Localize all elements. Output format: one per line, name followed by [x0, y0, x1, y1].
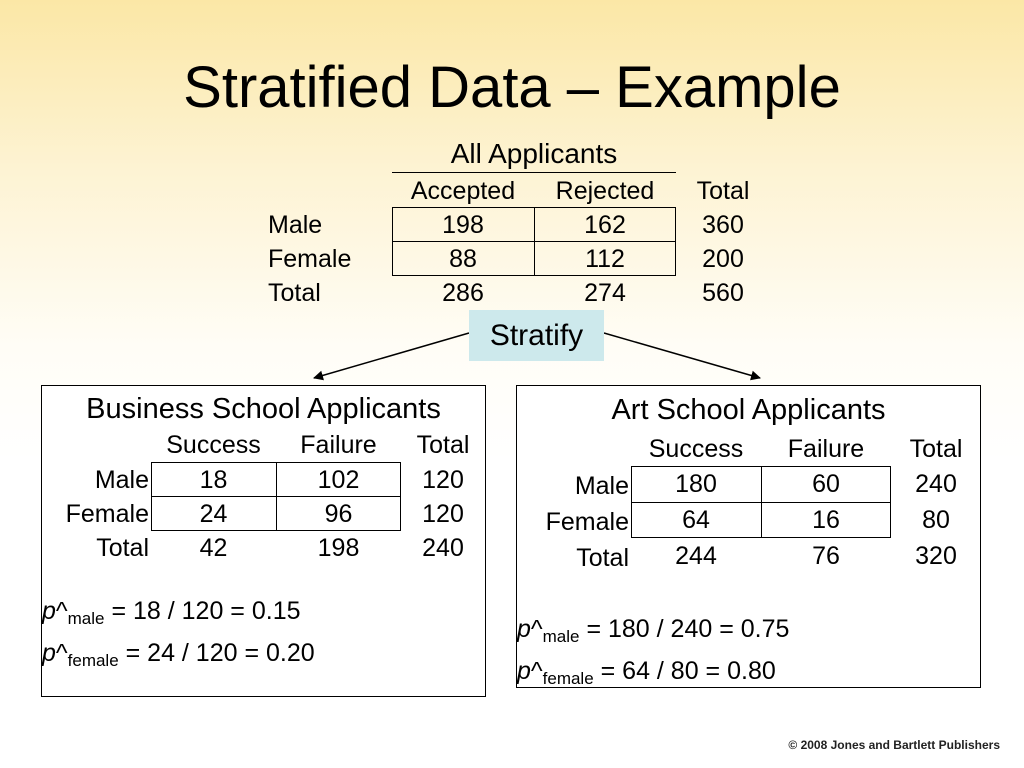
cell-female-rejected: 112 — [585, 245, 625, 273]
row-label-total: Total — [268, 279, 321, 307]
biz-col-total: Total — [416, 431, 470, 459]
art-formula-female: $p\^{}_{female} = 64 / 80 = 0.80$ — [517, 657, 776, 688]
cell-total-accepted: 286 — [442, 279, 484, 307]
biz-male-failure: 102 — [317, 466, 360, 494]
biz-formula-female: $p\^{}_{female} = 24 / 120 = 0.20$ — [42, 639, 315, 670]
cell-female-accepted: 88 — [449, 245, 477, 273]
biz-total-failure: 198 — [317, 534, 360, 562]
cell-male-accepted: 198 — [442, 211, 484, 239]
biz-row-label-female: Female — [65, 500, 149, 528]
art-caption: Art School Applicants — [611, 394, 886, 426]
stratify-label: Stratify — [469, 310, 604, 361]
art-col-failure: Failure — [787, 435, 865, 463]
biz-row-label-total: Total — [96, 534, 149, 562]
row-label-male: Male — [268, 211, 323, 239]
biz-female-failure: 96 — [324, 500, 353, 528]
biz-male-success: 18 — [199, 466, 228, 494]
biz-male-total: 120 — [422, 466, 464, 494]
business-caption: Business School Applicants — [86, 393, 441, 425]
art-total-failure: 76 — [812, 542, 840, 570]
art-total-total: 320 — [915, 542, 957, 570]
col-header-accepted: Accepted — [410, 177, 516, 205]
art-total-success: 244 — [675, 542, 717, 570]
all-applicants-caption: All Applicants — [450, 138, 618, 169]
art-female-total: 80 — [922, 506, 950, 534]
row-label-female: Female — [268, 245, 352, 273]
art-row-label-female: Female — [545, 508, 629, 536]
art-male-total: 240 — [915, 470, 957, 498]
col-header-total: Total — [696, 177, 750, 205]
art-formula-male: $p\^{}_{male} = 180 / 240 = 0.75$ — [517, 615, 790, 646]
art-male-failure: 60 — [812, 470, 840, 498]
arrow-right — [604, 333, 760, 378]
col-header-rejected: Rejected — [555, 177, 655, 205]
biz-row-label-male: Male — [94, 466, 149, 494]
art-female-success: 64 — [682, 506, 710, 534]
art-female-failure: 16 — [812, 506, 840, 534]
art-row-label-total: Total — [576, 544, 629, 572]
arrow-left — [314, 333, 469, 378]
cell-total-total: 560 — [702, 279, 744, 307]
copyright-notice: © 2008 Jones and Bartlett Publishers — [788, 738, 1000, 752]
biz-female-total: 120 — [422, 500, 464, 528]
cell-female-total: 200 — [702, 245, 744, 273]
art-col-total: Total — [909, 435, 963, 463]
art-male-success: 180 — [675, 470, 717, 498]
biz-formula-male: $p\^{}_{male} = 18 / 120 = 0.15$ — [42, 597, 301, 628]
biz-total-success: 42 — [199, 534, 228, 562]
cell-total-rejected: 274 — [584, 279, 626, 307]
slide-title: Stratified Data – Example — [183, 55, 841, 120]
biz-col-failure: Failure — [300, 431, 377, 459]
biz-col-success: Success — [166, 431, 261, 459]
art-row-label-male: Male — [574, 472, 629, 500]
cell-male-total: 360 — [702, 211, 744, 239]
biz-female-success: 24 — [199, 500, 228, 528]
art-col-success: Success — [648, 435, 744, 463]
biz-total-total: 240 — [422, 534, 464, 562]
cell-male-rejected: 162 — [584, 211, 626, 239]
